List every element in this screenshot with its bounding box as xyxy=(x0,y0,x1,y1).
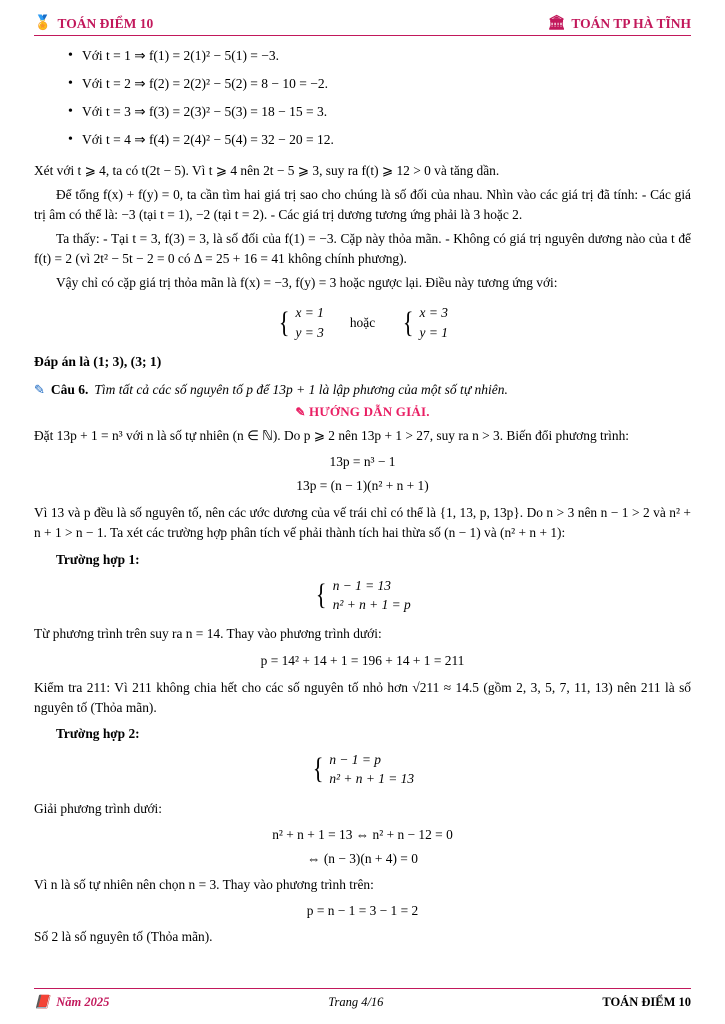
case-1-text: Từ phương trình trên suy ra n = 14. Thay vào phương trình dưới: xyxy=(34,626,382,642)
divisor-analysis: Vì 13 và p đều là số nguyên tố, nên các ước dương của vế trái chỉ có thể là {1, 13, p, 13p}. Do n > 3 nên n − 1 > 2 và n² + n + 1 > n − 1. Ta xét các trường hợp phân tích vế phải thành tích hai thừa số (n − 1) và (n² + n + 1): xyxy=(34,505,691,541)
paragraph-conclusion-pairs: Vậy chỉ có cặp giá trị thỏa mãn là f(x) = −3, f(y) = 3 hoặc ngược lại. Điều này tương ứng với: xyxy=(56,275,558,291)
page-header xyxy=(34,16,691,35)
solution-intro: Đặt 13p + 1 = n³ với n là số tự nhiên (n ∈ ℕ). Do p ⩾ 2 nên 13p + 1 > 27, suy ra n > 3. Biến đổi phương trình: xyxy=(34,428,630,444)
system-left-line-2: y = 3 xyxy=(295,324,324,340)
case-2-label: Trường hợp 2: xyxy=(56,725,140,741)
case-2-line-2: n² + n + 1 = 13 xyxy=(329,771,415,787)
footer-year: Năm 2025 xyxy=(56,994,110,1009)
question-label: Câu 6. xyxy=(50,382,89,398)
header-divider xyxy=(34,35,691,36)
footer-divider xyxy=(34,988,691,989)
system-right-line-1: x = 3 xyxy=(419,305,448,321)
case-1-system-lines xyxy=(333,576,411,615)
case-2-check: Số 2 là số nguyên tố (Thỏa mãn). xyxy=(34,928,213,944)
answer-line: Đáp án là (1; 3), (3; 1) xyxy=(34,354,162,370)
paragraph-sum-analysis: Để tổng f(x) + f(y) = 0, ta cần tìm hai giá trị sao cho chúng là số đối của nhau. Nhìn vào các giá trị đã tính: - Các giá trị âm có thể là: −3 (tại t = 1), −2 (tại t = 2). - Các giá trị dương tương ứng phải là 3 hoặc 2. xyxy=(34,186,691,222)
system-left-lines xyxy=(295,303,323,342)
header-left-text: TOÁN ĐIỂM 10 xyxy=(57,16,154,31)
system-left xyxy=(277,303,324,342)
footer-left xyxy=(34,994,109,1010)
case-1-check: Kiểm tra 211: Vì 211 không chia hết cho các số nguyên tố nhỏ hơn √211 ≈ 14.5 (gồm 2, 3, 5, 7, 11, 13) nên 211 là số nguyên tố (Thỏa mãn). xyxy=(34,679,691,715)
system-left-line-1: x = 1 xyxy=(295,305,324,321)
case-2-equation-3: p = n − 1 = 3 − 1 = 2 xyxy=(306,902,419,918)
footer-row xyxy=(34,994,691,1010)
list-item: • Với t = 4 ⇒ f(4) = 2(4)² − 5(4) = 32 − 20 = 12. xyxy=(68,130,691,151)
question-heading xyxy=(34,382,691,398)
left-brace-icon: { xyxy=(312,752,324,786)
pen-icon: ✎ xyxy=(295,405,306,420)
case-1-system-inner xyxy=(314,576,410,615)
header-right xyxy=(548,16,691,32)
page-footer xyxy=(34,988,691,1010)
case-2-system-inner xyxy=(311,750,414,789)
case-2-system xyxy=(34,750,691,789)
header-right-text: TOÁN TP HÀ TĨNH xyxy=(571,16,691,31)
list-item: • Với t = 1 ⇒ f(1) = 2(1)² − 5(1) = −3. xyxy=(68,46,691,67)
case-2-system-lines xyxy=(329,750,414,789)
left-brace-icon: { xyxy=(402,306,414,340)
case-1-system xyxy=(34,576,691,615)
left-brace-icon: { xyxy=(316,578,327,612)
system-right-lines xyxy=(420,303,448,342)
trophy-icon: 🏅 xyxy=(34,16,52,31)
paragraph-monotone: Xét với t ⩾ 4, ta có t(2t − 5). Vì t ⩾ 4 nên 2t − 5 ⩾ 3, suy ra f(t) ⩾ 12 > 0 và tăng dần. xyxy=(34,162,500,178)
list-item: • Với t = 3 ⇒ f(3) = 2(3)² − 5(3) = 18 − 15 = 3. xyxy=(68,102,691,123)
case-1-equation: p = 14² + 14 + 1 = 196 + 14 + 1 = 211 xyxy=(260,652,465,668)
equation-2: 13p = (n − 1)(n² + n + 1) xyxy=(296,478,429,494)
case-2-text-2: Vì n là số tự nhiên nên chọn n = 3. Thay vào phương trình trên: xyxy=(34,876,374,892)
guide-text: HƯỚNG DẪN GIẢI. xyxy=(309,404,430,420)
system-connector: hoặc xyxy=(349,314,376,330)
equation-1: 13p = n³ − 1 xyxy=(329,454,396,470)
guide-heading xyxy=(34,404,691,420)
case-2-line-1: n − 1 = p xyxy=(329,751,381,767)
question-text: Tìm tất cả các số nguyên tố p để 13p + 1 là lập phương của một số tự nhiên. xyxy=(94,382,508,398)
footer-page-number: Trang 4/16 xyxy=(328,994,384,1009)
case-1-line-2: n² + n + 1 = p xyxy=(332,596,411,612)
bank-icon: 🏛 xyxy=(547,16,566,31)
solution-systems xyxy=(34,303,691,342)
footer-brand: TOÁN ĐIỂM 10 xyxy=(602,994,691,1009)
case-2-equation-1: n² + n + 1 = 13 ⇔ n² + n − 12 = 0 xyxy=(272,826,453,842)
system-right xyxy=(401,303,448,342)
case-1-label: Trường hợp 1: xyxy=(56,551,140,567)
case-2-text: Giải phương trình dưới: xyxy=(34,800,162,816)
list-item: • Với t = 2 ⇒ f(2) = 2(2)² − 5(2) = 8 − 10 = −2. xyxy=(68,74,691,95)
left-brace-icon: { xyxy=(278,306,290,340)
system-right-line-2: y = 1 xyxy=(419,324,448,340)
book-icon: 📕 xyxy=(34,994,51,1009)
case-1-line-1: n − 1 = 13 xyxy=(332,577,391,593)
pencil-note-icon: ✎ xyxy=(34,382,45,398)
case-2-equation-2: ⇔ (n − 3)(n + 4) = 0 xyxy=(307,850,418,866)
header-left xyxy=(34,16,153,32)
evaluation-list xyxy=(34,46,691,151)
paragraph-observation: Ta thấy: - Tại t = 3, f(3) = 3, là số đối của f(1) = −3. Cặp này thỏa mãn. - Không có giá trị nguyên dương nào của t để f(t) = 2 (vì 2t² − 5t − 2 = 0 có Δ = 25 + 16 = 41 không chính phương). xyxy=(34,231,691,267)
